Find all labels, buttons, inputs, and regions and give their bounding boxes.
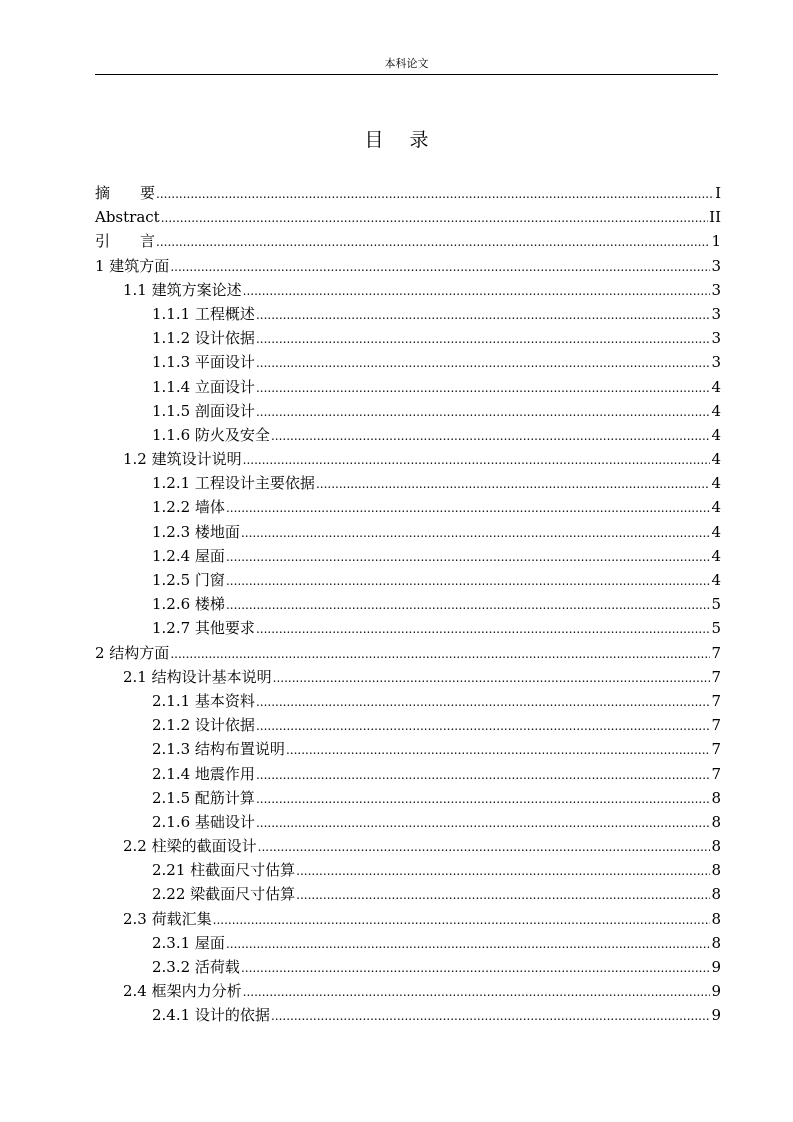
toc-entry-page: 7 bbox=[711, 716, 721, 735]
toc-entry-page: 9 bbox=[711, 958, 721, 976]
dot-leader bbox=[156, 182, 714, 206]
dot-leader bbox=[256, 617, 711, 641]
toc-entry[interactable] bbox=[95, 592, 721, 616]
toc-entry-label: 2.22 梁截面尺寸估算 bbox=[152, 885, 296, 904]
toc-entry[interactable] bbox=[95, 810, 721, 834]
toc-entry-page: 4 bbox=[711, 377, 721, 396]
toc-entry[interactable] bbox=[95, 882, 721, 906]
dot-leader bbox=[256, 351, 711, 375]
toc-entry-page: 8 bbox=[711, 933, 721, 952]
dot-leader bbox=[258, 835, 711, 859]
dot-leader bbox=[256, 376, 711, 400]
toc-entry[interactable] bbox=[95, 907, 721, 931]
dot-leader bbox=[316, 472, 711, 496]
toc-entry-label: 2.1.6 基础设计 bbox=[152, 812, 255, 831]
toc-entry[interactable] bbox=[95, 858, 721, 882]
toc-entry[interactable] bbox=[95, 399, 721, 423]
toc-entry[interactable] bbox=[95, 665, 721, 689]
toc-entry-page: 8 bbox=[711, 861, 721, 880]
toc-entry-page: I bbox=[715, 184, 721, 202]
dot-leader bbox=[273, 666, 711, 690]
toc-entry-page: 4 bbox=[711, 571, 721, 589]
toc-entry-page: 4 bbox=[711, 474, 721, 493]
toc-entry[interactable] bbox=[95, 834, 721, 858]
dot-leader bbox=[161, 206, 708, 230]
dot-leader bbox=[243, 448, 711, 472]
toc-entry-label: 2.21 柱截面尺寸估算 bbox=[152, 861, 296, 880]
toc-entry[interactable] bbox=[95, 689, 721, 713]
dot-leader bbox=[256, 811, 711, 835]
toc-entry-page: 7 bbox=[711, 764, 721, 783]
dot-leader bbox=[213, 908, 711, 932]
toc-entry-label: 2.3.2 活荷载 bbox=[152, 958, 240, 976]
toc-entry-label: 2 结构方面 bbox=[95, 643, 170, 662]
toc-entry-label: 引 言 bbox=[95, 232, 156, 251]
header-rule bbox=[95, 74, 718, 75]
toc-entry-page: 9 bbox=[711, 1006, 721, 1025]
toc-entry-label: 2.1.3 结构布置说明 bbox=[152, 740, 285, 759]
toc-entry-label: 1.1.4 立面设计 bbox=[152, 377, 255, 396]
toc-entry-label: 2.3.1 屋面 bbox=[152, 933, 225, 952]
toc-entry-page: 5 bbox=[711, 595, 721, 614]
toc-entry-label: 2.1.4 地震作用 bbox=[152, 764, 255, 783]
toc-entry[interactable] bbox=[95, 931, 721, 955]
toc-entry-label: 2.1.2 设计依据 bbox=[152, 716, 255, 735]
toc-entry[interactable] bbox=[95, 544, 721, 568]
dot-leader bbox=[286, 738, 711, 762]
toc-entry-page: 7 bbox=[711, 691, 721, 710]
toc-entry-label: 2.4.1 设计的依据 bbox=[152, 1006, 270, 1025]
toc-entry[interactable] bbox=[95, 181, 721, 205]
toc-entry-page: 3 bbox=[711, 256, 721, 275]
dot-leader bbox=[241, 521, 711, 545]
toc-entry[interactable] bbox=[95, 447, 721, 471]
toc-entry-page: 4 bbox=[711, 498, 721, 517]
toc-entry[interactable] bbox=[95, 641, 721, 665]
toc-entry-label: 1.1.2 设计依据 bbox=[152, 329, 255, 348]
dot-leader bbox=[243, 980, 711, 1004]
toc-entry-label: 2.3 荷载汇集 bbox=[123, 909, 212, 928]
dot-leader bbox=[170, 255, 710, 279]
toc-entry[interactable] bbox=[95, 205, 721, 229]
toc-entry-page: 7 bbox=[711, 643, 721, 662]
dot-leader bbox=[256, 787, 711, 811]
toc-entry[interactable] bbox=[95, 375, 721, 399]
running-header: 本科论文 bbox=[384, 57, 429, 70]
toc-entry[interactable] bbox=[95, 616, 721, 640]
toc-entry-page: 8 bbox=[711, 812, 721, 831]
dot-leader bbox=[256, 327, 711, 351]
toc-entry[interactable] bbox=[95, 495, 721, 519]
toc-entry[interactable] bbox=[95, 229, 721, 253]
table-of-contents bbox=[95, 181, 721, 1028]
toc-entry[interactable] bbox=[95, 278, 721, 302]
toc-entry-label: 2.1.1 基本资料 bbox=[152, 691, 255, 710]
dot-leader bbox=[156, 230, 710, 254]
dot-leader bbox=[256, 714, 711, 738]
toc-entry-label: 1.1.1 工程概述 bbox=[152, 304, 255, 323]
toc-entry-label: Abstract bbox=[95, 208, 160, 227]
toc-entry-label: 2.1.5 配筋计算 bbox=[152, 788, 255, 807]
dot-leader bbox=[256, 690, 711, 714]
toc-entry-label: 1.1 建筑方案论述 bbox=[123, 280, 242, 299]
toc-entry[interactable] bbox=[95, 1003, 721, 1027]
dot-leader bbox=[271, 1004, 711, 1028]
toc-entry-page: 4 bbox=[711, 401, 721, 420]
toc-entry-label: 1.2 建筑设计说明 bbox=[123, 450, 242, 469]
dot-leader bbox=[256, 763, 711, 787]
toc-entry[interactable] bbox=[95, 471, 721, 495]
toc-entry[interactable] bbox=[95, 762, 721, 786]
toc-entry-label: 1.1.5 剖面设计 bbox=[152, 401, 255, 420]
toc-entry[interactable] bbox=[95, 737, 721, 761]
toc-entry-label: 1.2.5 门窗 bbox=[152, 571, 225, 589]
toc-entry[interactable] bbox=[95, 955, 721, 979]
toc-entry-label: 2.2 柱梁的截面设计 bbox=[123, 837, 257, 856]
toc-entry-label: 2.1 结构设计基本说明 bbox=[123, 667, 272, 686]
toc-entry-page: 7 bbox=[711, 740, 721, 759]
toc-entry[interactable] bbox=[95, 568, 721, 592]
toc-entry-label: 1.2.4 屋面 bbox=[152, 546, 225, 565]
dot-leader bbox=[243, 279, 711, 303]
toc-entry-label: 1.2.2 墙体 bbox=[152, 498, 225, 517]
dot-leader bbox=[241, 956, 711, 980]
dot-leader bbox=[271, 424, 711, 448]
dot-leader bbox=[226, 496, 711, 520]
toc-entry-page: 1 bbox=[711, 232, 721, 251]
toc-entry[interactable] bbox=[95, 350, 721, 374]
title-char-left: 目 bbox=[364, 129, 384, 151]
toc-entry[interactable] bbox=[95, 302, 721, 326]
toc-entry-page: 7 bbox=[711, 667, 721, 686]
toc-entry-label: 摘 要 bbox=[95, 184, 156, 202]
toc-entry[interactable] bbox=[95, 326, 721, 350]
toc-entry-label: 2.4 框架内力分析 bbox=[123, 982, 242, 1001]
toc-entry-label: 1.1.6 防火及安全 bbox=[152, 425, 270, 444]
toc-entry-page: 8 bbox=[711, 909, 721, 928]
dot-leader bbox=[296, 883, 710, 907]
toc-entry-label: 1.2.1 工程设计主要依据 bbox=[152, 474, 315, 493]
dot-leader bbox=[170, 642, 710, 666]
toc-entry-label: 1.2.6 楼梯 bbox=[152, 595, 225, 614]
toc-entry-label: 1.1.3 平面设计 bbox=[152, 353, 255, 372]
toc-entry-page: 3 bbox=[711, 280, 721, 299]
toc-entry[interactable] bbox=[95, 979, 721, 1003]
toc-entry-label: 1.2.7 其他要求 bbox=[152, 619, 255, 638]
toc-entry-page: 3 bbox=[711, 329, 721, 348]
dot-leader bbox=[296, 859, 710, 883]
dot-leader bbox=[226, 569, 711, 593]
toc-entry-page: 4 bbox=[711, 546, 721, 565]
toc-entry-page: 3 bbox=[711, 304, 721, 323]
toc-entry[interactable] bbox=[95, 520, 721, 544]
dot-leader bbox=[226, 932, 711, 956]
toc-entry-label: 1 建筑方面 bbox=[95, 256, 170, 275]
toc-entry[interactable] bbox=[95, 423, 721, 447]
toc-entry-page: 5 bbox=[711, 619, 721, 638]
page-title bbox=[0, 128, 793, 152]
toc-entry-page: 8 bbox=[711, 885, 721, 904]
toc-entry-page: 4 bbox=[711, 450, 721, 469]
toc-entry[interactable] bbox=[95, 254, 721, 278]
dot-leader bbox=[226, 593, 711, 617]
toc-entry-label: 1.2.3 楼地面 bbox=[152, 522, 240, 541]
toc-entry-page: 8 bbox=[711, 837, 721, 856]
toc-entry-page: 4 bbox=[711, 522, 721, 541]
toc-entry-page: 4 bbox=[711, 425, 721, 444]
toc-entry[interactable] bbox=[95, 713, 721, 737]
dot-leader bbox=[256, 303, 711, 327]
toc-entry-page: 3 bbox=[711, 353, 721, 372]
dot-leader bbox=[256, 400, 711, 424]
toc-entry-page: II bbox=[709, 208, 721, 227]
toc-entry-page: 9 bbox=[711, 982, 721, 1001]
toc-entry[interactable] bbox=[95, 786, 721, 810]
toc-entry-page: 8 bbox=[711, 788, 721, 807]
title-char-right: 录 bbox=[409, 129, 429, 151]
dot-leader bbox=[226, 545, 711, 569]
